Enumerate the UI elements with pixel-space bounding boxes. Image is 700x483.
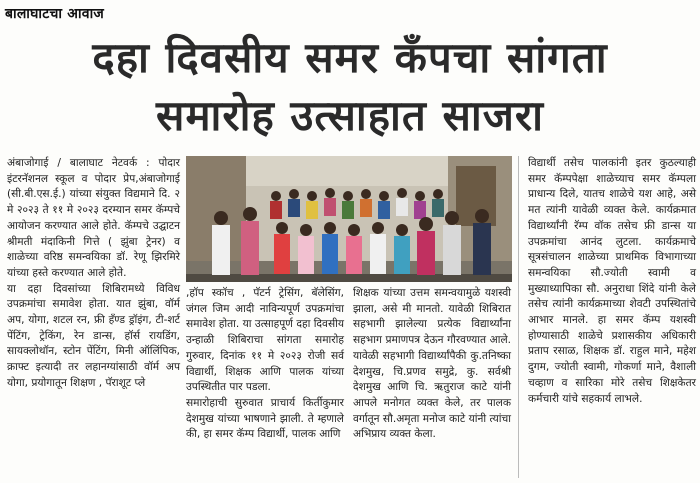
group-photo-image (186, 156, 512, 282)
article-column-1: अंबाजोगाई / बालाघाट नेटवर्क : पोदार इंटरनॅशनल स्कूल व पोदार प्रेप,अंबाजोगाई (सी.बी.एस.ई.) यांच्या संयुक्त विद्यमाने दि. २ मे २०२३ ते ११ मे २०२३ दरम्यान समर कॅम्पचे आयोजन करण्यात आले होते. कॅम्पचे उद्घाटन श्रीमती मंदाकिनी गित्ते ( झुंबा ट्रेनर) व शाळेच्या वरिष्ठ समन्वयिका डॉ. रेणू झिरमिरे यांच्या हस्ते करण्यात आले होते. या दहा दिवसांच्या शिबिरामध्ये विविध उपक्रमांचा समावेश होता. यात झुंबा, वॉर्म अप, योगा, शटल रन, फ्री हँण्ड ड्रॉइंग, टी-शर्ट पेंटिंग, ट्रेकिंग, रेन डान्स, हॉर्स रायडिंग, सायक्लोथॉन, स्टोन पेंटिंग, मिनी ऑलिंपिक, क्राफ्ट इत्यादी तर लहानग्यांसाठी वॉर्म अप योगा, प्रयोगातून शिक्षण , पॅराशूट प्ले (7, 157, 180, 389)
article-column-2 (186, 286, 512, 441)
column-divider (518, 156, 519, 478)
headline-line-2: समारोह उत्साहात साजरा (156, 91, 544, 140)
article-column-3: विद्यार्थी तसेच पालकांनी इतर कुठल्याही समर कॅम्पपेक्षा शाळेच्याच समर कॅम्पला प्राधान्य दिले, यातच शाळेचे यश आहे, असे मत त्यांनी यावेळी व्यक्त केले. कार्यक्रमात विद्यार्थ्यांनी रॅम्प वॉक तसेच फ्री डान्स या उपक्रमांचा आनंद लुटला. कार्यक्रमाचे सूत्रसंचालन शाळेच्या प्राथमिक विभागाच्या समन्वयिका सौ.ज्योती स्वामी व मुख्याध्यापिका सौ. अनुराधा शिंदे यांनी केले तसेच त्यांनी कार्यक्रमाच्या शेवटी उपस्थितांचे आभार मानले. हा समर कॅम्प यशस्वी होण्यासाठी शाळेचे प्रशासकीय अधिकारी प्रताप रसाळ, शिक्षक डॉ. राहुल माने, महेश दुगम, ज्योती स्वामी, गोकर्णा माने, वैशाली चव्हाण व सारिका मोरे तसेच शिक्षकेतर कर्मचारी यांचे सहकार्य लाभले. (528, 157, 696, 405)
article-column-2a: ,हॉप स्कॉच , पॅटर्न ट्रेसिंग, बॅलेसिंग, जंगल जिम आदी नाविन्यपूर्ण उपक्रमांचा समावेश होता. या उत्साहपूर्ण दहा दिवसीय उन्हाळी शिबिराचा सांगता समारोह गुरुवार, दिनांक ११ मे २०२३ रोजी सर्व विद्यार्थी, शिक्षक आणि पालक यांच्या उपस्थितीत पार पडला. समारोहाची सुरुवात प्राचार्य किर्तीकुमार देशमुख यांच्या भाषणाने झाली. ते म्हणाले की, हा समर कॅम्प विद्यार्थी, पालक आणि (186, 287, 344, 441)
article-column-2b: शिक्षक यांच्या उत्तम समन्वयामुळे यशस्वी झाला, असे मी मानतो. यावेळी शिबिरात सहभागी झालेल्या प्रत्येक विद्यार्थ्यांना सहभाग प्रमाणपत्र देऊन गौरवण्यात आले. यावेळी सहभागी विद्यार्थ्यांपैकी कु.तनिष्का देशमुख, चि.प्रणव समुद्रे, कु. सर्वश्री देशमुख आणि चि. ऋतुराज काटे यांनी आपले मनोगत व्यक्त केले, तर पालक वर्गातून सौ.अमृता मनोज काटे यांनी त्यांचा अभिप्राय व्यक्त केला. (353, 287, 511, 441)
group-photo (186, 156, 512, 282)
masthead: बालाघाटचा आवाज (5, 6, 104, 22)
headline-line-1: दहा दिवसीय समर कँपचा सांगता (92, 33, 608, 82)
